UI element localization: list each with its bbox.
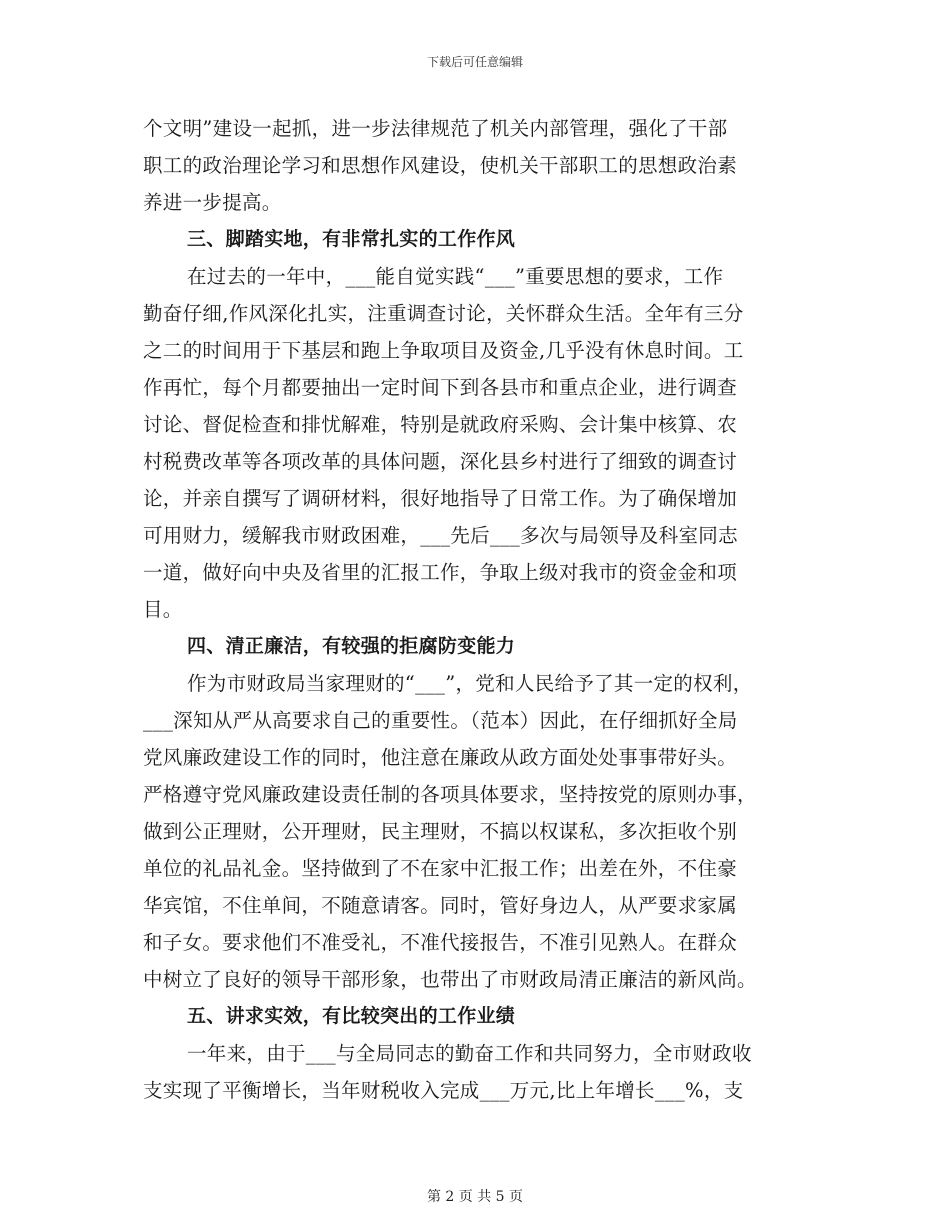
page-header: 下载后可任意编辑: [426, 55, 523, 69]
paragraph-line: 严格遵守党风廉政建设责任制的各项具体要求，坚持按党的原则办事，: [143, 783, 757, 806]
paragraph-line: 作为市财政局当家理财的“___”，党和人民给予了其一定的权利，: [187, 672, 753, 695]
paragraph-line: 养进一步提高。: [143, 191, 282, 214]
paragraph-line: 党风廉政建设工作的同时，他注意在廉政从政方面处处事事带好头。: [143, 746, 738, 769]
paragraph-line: 一道，做好向中央及省里的汇报工作，争取上级对我市的资金金和项: [143, 561, 738, 584]
paragraph-line: 可用财力，缓解我市财政困难，___先后___多次与局领导及科室同志: [143, 524, 738, 547]
paragraph-line: 作再忙，每个月都要抽出一定时间下到各县市和重点企业，进行调查: [143, 376, 738, 399]
section-heading-4: 四、清正廉洁，有较强的拒腐防变能力: [187, 635, 516, 657]
paragraph-line: ___深知从严从高要求自己的重要性。（范本）因此，在仔细抓好全局: [143, 709, 738, 732]
paragraph-line: 论，并亲自撰写了调研材料，很好地指导了日常工作。为了确保增加: [143, 487, 738, 510]
paragraph-line: 勤奋仔细,作风深化扎实，注重调查讨论，关怀群众生活。全年有三分: [143, 302, 744, 325]
paragraph-line: 个文明”建设一起抓，进一步法律规范了机关内部管理，强化了干部: [143, 117, 728, 140]
paragraph-line: 讨论、督促检查和排忧解难，特别是就政府采购、会计集中核算、农: [143, 413, 738, 436]
paragraph-line: 中树立了良好的领导干部形象，也带出了市财政局清正廉洁的新风尚。: [143, 968, 757, 991]
paragraph-line: 目。: [143, 598, 183, 621]
section-heading-3: 三、脚踏实地，有非常扎实的工作作风: [187, 228, 516, 250]
paragraph-line: 支实现了平衡增长，当年财税收入完成___万元,比上年增长___%，支: [143, 1079, 744, 1102]
paragraph-line: 在过去的一年中，___能自觉实践“___”重要思想的要求，工作: [187, 265, 724, 288]
paragraph-line: 华宾馆，不住单间，不随意请客。同时，管好身边人，从严要求家属: [143, 894, 738, 917]
section-heading-5: 五、讲求实效，有比较突出的工作业绩: [187, 1005, 516, 1027]
paragraph-line: 一年来，由于___与全局同志的勤奋工作和共同努力，全市财政收: [187, 1042, 752, 1065]
paragraph-line: 之二的时间用于下基层和跑上争取项目及资金,几乎没有休息时间。工: [143, 339, 744, 362]
document-body: [143, 110, 803, 1109]
paragraph-line: 村税费改革等各项改革的具体问题，深化县乡村进行了细致的调查讨: [143, 450, 738, 473]
paragraph-line: 做到公正理财，公开理财，民主理财，不搞以权谋私，多次拒收个别: [143, 820, 738, 843]
paragraph-line: 和子女。要求他们不准受礼，不准代接报告，不准引见熟人。在群众: [143, 931, 738, 954]
page-number: 第 2 页 共 5 页: [426, 1189, 524, 1205]
paragraph-line: 职工的政治理论学习和思想作风建设，使机关干部职工的思想政治素: [143, 154, 738, 177]
paragraph-line: 单位的礼品礼金。坚持做到了不在家中汇报工作；出差在外，不住豪: [143, 857, 738, 880]
